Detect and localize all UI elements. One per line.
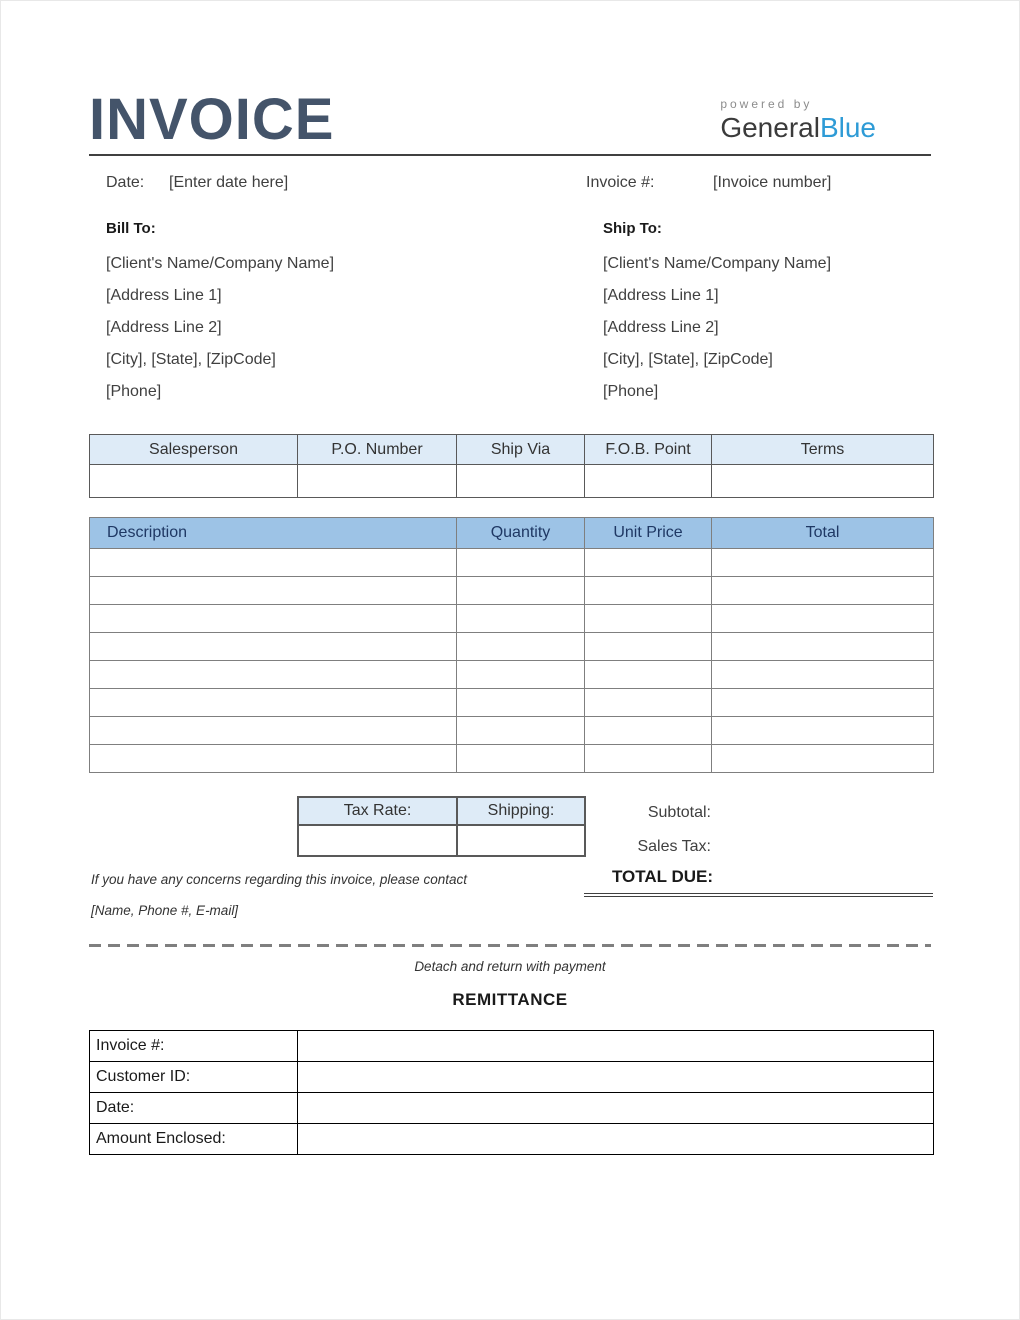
tax-rate-cell bbox=[298, 825, 457, 856]
remittance-row bbox=[90, 1062, 934, 1093]
page-title: INVOICE bbox=[89, 87, 335, 152]
item-cell bbox=[90, 577, 457, 605]
item-cell bbox=[457, 689, 585, 717]
meta-row bbox=[89, 174, 931, 192]
shipping-cell bbox=[457, 825, 585, 856]
ship-to-line: [Address Line 1] bbox=[603, 287, 719, 304]
item-cell bbox=[90, 549, 457, 577]
items-header-total: Total bbox=[712, 518, 934, 549]
remit-date-value bbox=[298, 1093, 934, 1124]
order-header-ship-via: Ship Via bbox=[457, 435, 585, 465]
item-cell bbox=[712, 745, 934, 773]
remit-date-label: Date: bbox=[90, 1093, 298, 1124]
bill-to-line: [Address Line 2] bbox=[106, 319, 222, 336]
remittance-row bbox=[90, 1031, 934, 1062]
item-cell bbox=[457, 633, 585, 661]
order-cell bbox=[585, 465, 712, 498]
subtotal-label: Subtotal: bbox=[647, 804, 711, 821]
sales-tax-row bbox=[584, 830, 933, 864]
bill-to-line: [City], [State], [ZipCode] bbox=[106, 351, 276, 368]
item-cell bbox=[457, 717, 585, 745]
item-row bbox=[90, 577, 934, 605]
item-cell bbox=[585, 605, 712, 633]
addresses-section bbox=[89, 218, 931, 408]
brand-logo bbox=[720, 97, 876, 144]
item-cell bbox=[712, 717, 934, 745]
remittance-row bbox=[90, 1124, 934, 1155]
items-header-row bbox=[90, 518, 934, 549]
item-cell bbox=[457, 745, 585, 773]
remit-amount-enclosed-value bbox=[298, 1124, 934, 1155]
item-cell bbox=[712, 549, 934, 577]
item-cell bbox=[585, 661, 712, 689]
item-row bbox=[90, 549, 934, 577]
tax-shipping-header-row bbox=[298, 797, 585, 825]
order-header-salesperson: Salesperson bbox=[90, 435, 298, 465]
remit-customer-id-label: Customer ID: bbox=[90, 1062, 298, 1093]
subtotal-value bbox=[711, 796, 933, 830]
item-cell bbox=[90, 633, 457, 661]
bill-to-label: Bill To: bbox=[106, 220, 156, 237]
item-cell bbox=[90, 689, 457, 717]
item-cell bbox=[712, 661, 934, 689]
remit-amount-enclosed-label: Amount Enclosed: bbox=[90, 1124, 298, 1155]
item-cell bbox=[712, 689, 934, 717]
item-cell bbox=[90, 605, 457, 633]
item-cell bbox=[585, 633, 712, 661]
totals-section bbox=[89, 796, 931, 922]
contact-note-line1: If you have any concerns regarding this invoice, please contact bbox=[91, 872, 467, 887]
bill-to-line: [Phone] bbox=[106, 383, 162, 400]
total-due-label: TOTAL DUE: bbox=[611, 867, 713, 886]
order-cell bbox=[457, 465, 585, 498]
order-header-terms: Terms bbox=[712, 435, 934, 465]
item-row bbox=[90, 689, 934, 717]
brand-part-general: General bbox=[720, 112, 820, 143]
total-due-double-rule bbox=[584, 893, 933, 897]
ship-to-line: [City], [State], [ZipCode] bbox=[603, 351, 773, 368]
order-info-value-row bbox=[90, 465, 934, 498]
item-cell bbox=[457, 661, 585, 689]
ship-to-line: [Client's Name/Company Name] bbox=[603, 255, 832, 272]
detach-note: Detach and return with payment bbox=[414, 959, 606, 974]
sales-tax-value bbox=[711, 830, 933, 864]
tax-shipping-table bbox=[297, 796, 586, 857]
item-cell bbox=[585, 689, 712, 717]
item-cell bbox=[712, 577, 934, 605]
items-header-unit-price: Unit Price bbox=[585, 518, 712, 549]
brand-name bbox=[720, 113, 876, 144]
header-divider bbox=[89, 154, 931, 156]
date-field bbox=[89, 174, 586, 192]
ship-to-line: [Address Line 2] bbox=[603, 319, 719, 336]
item-cell bbox=[90, 717, 457, 745]
totals-summary bbox=[584, 796, 933, 897]
item-cell bbox=[585, 717, 712, 745]
item-cell bbox=[585, 577, 712, 605]
item-row bbox=[90, 605, 934, 633]
sales-tax-label: Sales Tax: bbox=[637, 838, 711, 855]
order-info-header-row bbox=[90, 435, 934, 465]
order-header-po-number: P.O. Number bbox=[298, 435, 457, 465]
total-due-row bbox=[584, 864, 933, 890]
remit-invoice-number-value bbox=[298, 1031, 934, 1062]
invoice-number-field bbox=[586, 174, 931, 192]
total-due-value bbox=[713, 864, 933, 890]
order-cell bbox=[712, 465, 934, 498]
item-cell bbox=[712, 605, 934, 633]
items-header-quantity: Quantity bbox=[457, 518, 585, 549]
brand-part-blue: Blue bbox=[819, 112, 876, 143]
bill-to-line: [Client's Name/Company Name] bbox=[106, 255, 335, 272]
header bbox=[1, 1, 1019, 152]
item-cell bbox=[457, 577, 585, 605]
item-cell bbox=[457, 605, 585, 633]
remit-invoice-number-label: Invoice #: bbox=[90, 1031, 298, 1062]
order-cell bbox=[298, 465, 457, 498]
tax-shipping-value-row bbox=[298, 825, 585, 856]
item-cell bbox=[90, 661, 457, 689]
ship-to-block bbox=[586, 218, 831, 408]
bill-to-line: [Address Line 1] bbox=[106, 287, 222, 304]
remit-customer-id-value bbox=[298, 1062, 934, 1093]
subtotal-row bbox=[584, 796, 933, 830]
contact-note bbox=[91, 872, 467, 918]
item-cell bbox=[585, 549, 712, 577]
date-label: Date: bbox=[106, 174, 145, 191]
date-value: [Enter date here] bbox=[169, 174, 289, 191]
powered-by-text: powered by bbox=[720, 97, 813, 111]
detach-dashed-line bbox=[89, 944, 931, 947]
order-info-table bbox=[89, 434, 934, 498]
ship-to-line: [Phone] bbox=[603, 383, 659, 400]
tax-rate-label: Tax Rate: bbox=[298, 797, 457, 825]
remittance-table bbox=[89, 1030, 934, 1155]
item-row bbox=[90, 745, 934, 773]
item-cell bbox=[90, 745, 457, 773]
line-items-table bbox=[89, 517, 934, 773]
item-row bbox=[90, 633, 934, 661]
items-header-description: Description bbox=[90, 518, 457, 549]
item-row bbox=[90, 717, 934, 745]
item-cell bbox=[457, 549, 585, 577]
item-row bbox=[90, 661, 934, 689]
remittance-title: REMITTANCE bbox=[452, 990, 568, 1009]
bill-to-block bbox=[89, 218, 586, 408]
item-cell bbox=[712, 633, 934, 661]
order-cell bbox=[90, 465, 298, 498]
item-cell bbox=[585, 745, 712, 773]
shipping-label: Shipping: bbox=[457, 797, 585, 825]
invoice-number-value: [Invoice number] bbox=[713, 174, 832, 191]
ship-to-label: Ship To: bbox=[603, 220, 662, 237]
order-header-fob-point: F.O.B. Point bbox=[585, 435, 712, 465]
invoice-number-label: Invoice #: bbox=[586, 174, 655, 191]
contact-note-line2: [Name, Phone #, E-mail] bbox=[91, 903, 239, 918]
remittance-row bbox=[90, 1093, 934, 1124]
